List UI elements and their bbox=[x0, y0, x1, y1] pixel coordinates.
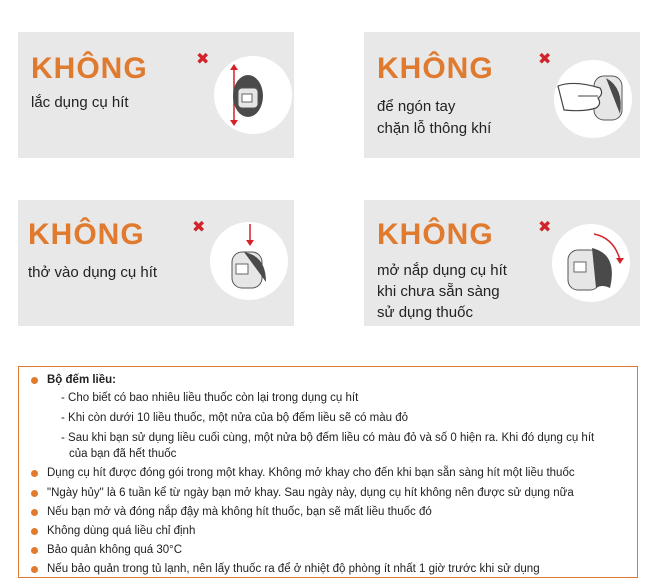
inhaler-open-cover-illustration bbox=[552, 224, 630, 302]
dose-counter-item: - Sau khi bạn sử dụng liều cuối cùng, một nửa bộ đếm liều có màu đỏ và số 0 hiện ra. Khi đó dụng cụ hít bbox=[61, 432, 595, 444]
inhaler-exhale-illustration bbox=[210, 222, 288, 300]
warning-card-shake bbox=[18, 32, 294, 158]
x-mark-icon: ✖ bbox=[196, 51, 210, 68]
card-text-line: thở vào dụng cụ hít bbox=[28, 264, 158, 281]
bullet bbox=[31, 528, 38, 535]
bullet bbox=[31, 566, 38, 573]
warning-card-exhale bbox=[18, 200, 294, 326]
bullet bbox=[31, 377, 38, 384]
warning-card-block-vent bbox=[364, 32, 640, 158]
card-title: KHÔNG bbox=[28, 218, 145, 251]
dose-counter-title: Bộ đếm liều: bbox=[47, 374, 117, 386]
dose-counter-item: của bạn đã hết thuốc bbox=[69, 448, 177, 460]
note-item: Nếu bạn mở và đóng nắp đậy mà không hít thuốc, bạn sẽ mất liều thuốc đó bbox=[47, 506, 432, 518]
x-mark-icon: ✖ bbox=[192, 219, 206, 236]
card-title: KHÔNG bbox=[377, 52, 494, 85]
card-text-line: sử dụng thuốc bbox=[377, 304, 473, 321]
bullet bbox=[31, 547, 38, 554]
card-title: KHÔNG bbox=[377, 218, 494, 251]
notes-box bbox=[18, 366, 638, 578]
dose-counter-item: - Khi còn dưới 10 liều thuốc, một nửa của bộ đếm liều sẽ có màu đỏ bbox=[61, 412, 409, 424]
note-item: Dụng cụ hít được đóng gói trong một khay. Không mở khay cho đến khi bạn sẵn sàng hít một liều thuốc bbox=[47, 467, 575, 479]
x-mark-icon: ✖ bbox=[538, 51, 552, 68]
card-text-line: lắc dụng cụ hít bbox=[31, 94, 129, 111]
inhaler-shake-illustration bbox=[214, 56, 292, 134]
note-item: Bảo quản không quá 30°C bbox=[47, 544, 183, 556]
dose-counter-item: - Cho biết có bao nhiêu liều thuốc còn lại trong dụng cụ hít bbox=[61, 392, 359, 404]
card-text-line: mở nắp dụng cụ hít bbox=[377, 262, 507, 279]
card-text-line: khi chưa sẵn sàng bbox=[377, 283, 500, 300]
bullet bbox=[31, 509, 38, 516]
warning-card-open-cover bbox=[364, 200, 640, 326]
note-item: Nếu bảo quản trong tủ lạnh, nên lấy thuốc ra để ở nhiệt độ phòng ít nhất 1 giờ trước khi sử dụng bbox=[47, 563, 540, 575]
bullet bbox=[31, 470, 38, 477]
card-title: KHÔNG bbox=[31, 52, 148, 85]
bullet bbox=[31, 490, 38, 497]
note-item: Không dùng quá liều chỉ định bbox=[47, 525, 196, 537]
x-mark-icon: ✖ bbox=[538, 219, 552, 236]
inhaler-finger-illustration bbox=[554, 60, 632, 138]
card-text-line: chặn lỗ thông khí bbox=[377, 120, 492, 137]
note-item: "Ngày hủy" là 6 tuần kể từ ngày bạn mở khay. Sau ngày này, dụng cụ hít không nên được sử dụng nữa bbox=[47, 487, 574, 499]
card-text-line: để ngón tay bbox=[377, 98, 456, 115]
